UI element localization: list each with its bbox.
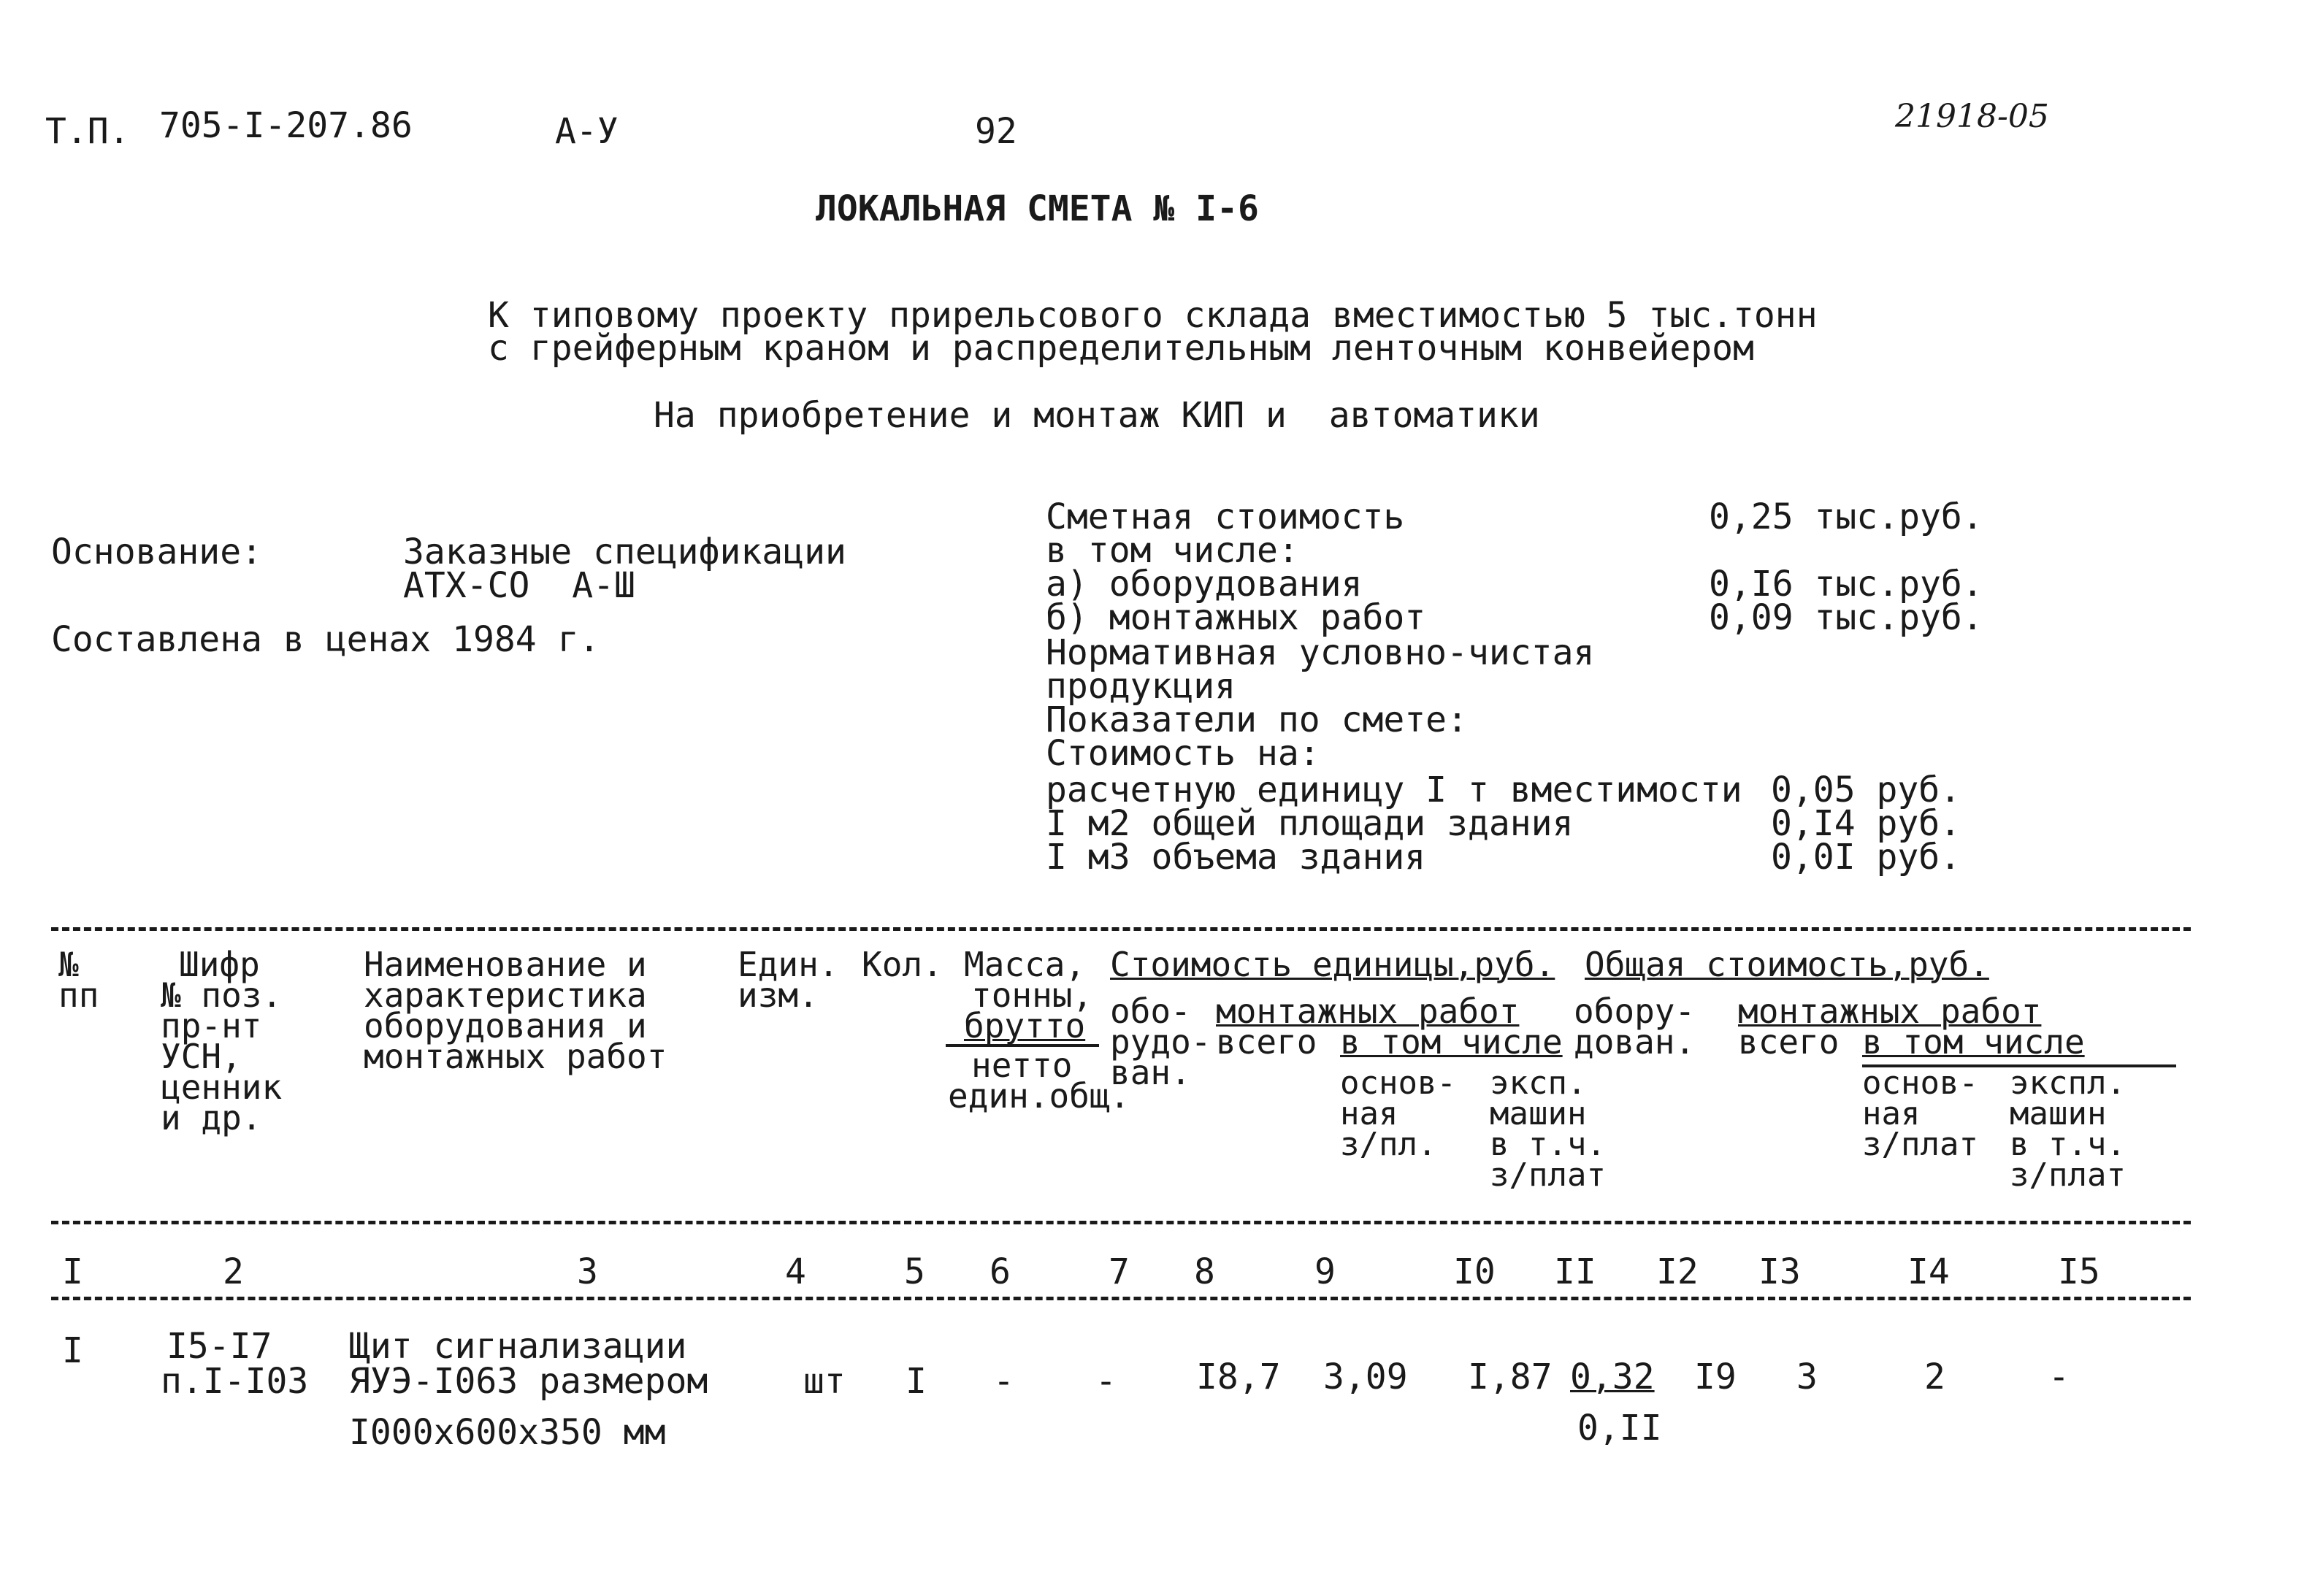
row-machine-total: - (2048, 1357, 2070, 1397)
col-number-7: 7 (1109, 1251, 1130, 1292)
normative-label-line-2: продукция (1046, 666, 1236, 707)
normative-label-line-1: Нормативная условно-чистая (1046, 632, 1595, 673)
row-unit: шт (803, 1361, 846, 1402)
row-install-unit-total: 3,09 (1323, 1357, 1408, 1397)
inventory-number: 21918-05 (1895, 98, 2049, 135)
header-name-2: характеристика (364, 975, 647, 1015)
subtitle-line-2: с грейферным краном и распределительным ленточным конвейером (488, 328, 1754, 369)
row-code-2: п.I-I03 (161, 1361, 309, 1402)
basis-value-line-2: АТХ-СО А-Ш (403, 565, 635, 606)
header-machine2-2: машин (2010, 1095, 2107, 1132)
row-basic-pay: I,87 (1468, 1357, 1553, 1397)
header-mass-5: един.общ. (948, 1076, 1130, 1116)
row-mass-total: - (1095, 1361, 1117, 1402)
header-install-unit: монтажных работ (1216, 991, 1520, 1031)
col-number-5: 5 (904, 1251, 925, 1292)
header-basic-pay2-1: основ- (1862, 1064, 1978, 1102)
col-number-1: I (62, 1251, 83, 1292)
document-title: ЛОКАЛЬНАЯ СМЕТА № I-6 (816, 188, 1259, 229)
col-number-2: 2 (223, 1251, 244, 1292)
header-basic-pay-1: основ- (1340, 1064, 1456, 1102)
header-machine-3: в т.ч. (1490, 1126, 1606, 1163)
header-equip-unit-3: ван. (1110, 1053, 1191, 1092)
row-equip-total: I9 (1694, 1357, 1737, 1397)
col-number-13: I3 (1758, 1251, 1801, 1292)
header-mass-1: Масса, (964, 945, 1086, 984)
installation-label: б) монтажных работ (1046, 597, 1426, 638)
row-install-total: 3 (1796, 1357, 1818, 1397)
col-number-10: I0 (1453, 1251, 1496, 1292)
header-basic-pay2-2: ная (1862, 1095, 1921, 1132)
header-code-3: пр-нт (161, 1006, 262, 1046)
header-mass-3: брутто (964, 1006, 1086, 1046)
row-mass-unit: - (993, 1361, 1014, 1402)
per-unit-value: 0,05 руб. (1771, 770, 1961, 810)
including-label: в том числе: (1046, 530, 1299, 571)
header-basic-pay-3: з/пл. (1340, 1126, 1437, 1163)
header-total-cost: Общая стоимость,руб. (1585, 945, 1989, 984)
col-number-15: I5 (2058, 1251, 2100, 1292)
subtitle-line-3: На приобретение и монтаж КИП и автоматики (654, 395, 1540, 436)
row-number: I (62, 1330, 83, 1371)
equipment-value: 0,I6 тыс.руб. (1709, 564, 1983, 605)
row-machine-pay: 0,II (1577, 1408, 1662, 1449)
subtitle-line-1: К типовому проекту прирельсового склада вместимостью 5 тыс.тонн (488, 295, 1818, 336)
per-m3-label: I м3 объема здания (1046, 837, 1426, 878)
table-top-border (51, 927, 2191, 931)
total-cost-label: Сметная стоимость (1046, 496, 1405, 537)
page-number: 92 (975, 111, 1017, 152)
row-name-2: ЯУЭ-I063 размером (349, 1361, 708, 1402)
header-machine2-4: з/плат (2010, 1156, 2126, 1194)
per-m2-label: I м2 общей площади здания (1046, 803, 1574, 844)
row-machine-cost: 0,32 (1570, 1357, 1655, 1397)
row-name-3: I000x600x350 мм (349, 1412, 666, 1453)
header-mass-4: нетто (971, 1046, 1073, 1085)
cost-per-label: Стоимость на: (1046, 733, 1320, 774)
header-equip-total-2: дован. (1574, 1022, 1696, 1062)
header-basic-pay2-3: з/плат (1862, 1126, 1978, 1163)
col-number-9: 9 (1314, 1251, 1336, 1292)
row-name-1: Щит сигнализации (349, 1326, 687, 1367)
header-machine-1: эксп. (1490, 1064, 1587, 1102)
header-machine-4: з/плат (1490, 1156, 1606, 1194)
col-number-3: 3 (577, 1251, 598, 1292)
equipment-label: а) оборудования (1046, 564, 1363, 605)
header-code-1: Шифр (179, 945, 260, 984)
total-cost-value: 0,25 тыс.руб. (1709, 496, 1983, 537)
col-number-6: 6 (990, 1251, 1011, 1292)
header-equip-unit-1: обо- (1110, 991, 1191, 1031)
header-code-5: ценник (161, 1067, 283, 1107)
col-number-4: 4 (785, 1251, 806, 1292)
header-name-4: монтажных работ (364, 1037, 667, 1076)
header-machine2-1: экспл. (2010, 1064, 2126, 1102)
album-code: А-У (555, 111, 619, 152)
header-separator (51, 1221, 2191, 1224)
header-install-total: монтажных работ (1738, 991, 2042, 1031)
header-total-word-2: всего (1738, 1022, 1840, 1062)
basis-value-line-1: Заказные спецификации (403, 532, 846, 572)
col-number-14: I4 (1907, 1251, 1950, 1292)
per-m2-value: 0,I4 руб. (1771, 803, 1961, 844)
project-number: 705-I-207.86 (159, 105, 413, 146)
header-machine2-3: в т.ч. (2010, 1126, 2126, 1163)
per-m3-value: 0,0I руб. (1771, 837, 1961, 878)
row-code-1: I5-I7 (166, 1326, 272, 1367)
row-basic-pay-total: 2 (1924, 1357, 1945, 1397)
header-col-no-1: № (58, 945, 79, 984)
header-machine-2: машин (1490, 1095, 1587, 1132)
indicators-label: Показатели по смете: (1046, 699, 1468, 740)
header-code-6: и др. (161, 1098, 262, 1137)
row-equip-unit-cost: I8,7 (1196, 1357, 1281, 1397)
header-mass-2: тонны, (971, 975, 1093, 1015)
header-unit-1: Един. (738, 945, 839, 984)
header-code-4: УСН, (161, 1037, 242, 1076)
basis-label: Основание: (51, 532, 262, 572)
doc-code: Т.П. (45, 111, 130, 152)
header-code-2: № поз. (161, 975, 283, 1015)
header-unit-cost: Стоимость единицы,руб. (1110, 945, 1555, 984)
header-name-1: Наименование и (364, 945, 647, 984)
header-name-3: оборудования и (364, 1006, 647, 1046)
header-equip-total-1: обору- (1574, 991, 1696, 1031)
row-qty: I (906, 1361, 927, 1402)
header-incl: в том числе (1340, 1022, 1563, 1062)
per-unit-label: расчетную единицу I т вместимости (1046, 770, 1742, 810)
col-number-8: 8 (1194, 1251, 1215, 1292)
header-basic-pay-2: ная (1340, 1095, 1398, 1132)
header-qty: Кол. (862, 945, 943, 984)
header-total-word: всего (1216, 1022, 1317, 1062)
column-numbers-underline (51, 1297, 2191, 1300)
header-col-no-2: пп (58, 975, 99, 1015)
col-number-11: II (1554, 1251, 1596, 1292)
header-equip-unit-2: рудо- (1110, 1022, 1211, 1062)
header-unit-2: изм. (738, 975, 819, 1015)
header-incl-2: в том числе (1862, 1022, 2085, 1062)
col-number-12: I2 (1656, 1251, 1699, 1292)
prices-note: Составлена в ценах 1984 г. (51, 619, 600, 660)
installation-value: 0,09 тыс.руб. (1709, 597, 1983, 638)
